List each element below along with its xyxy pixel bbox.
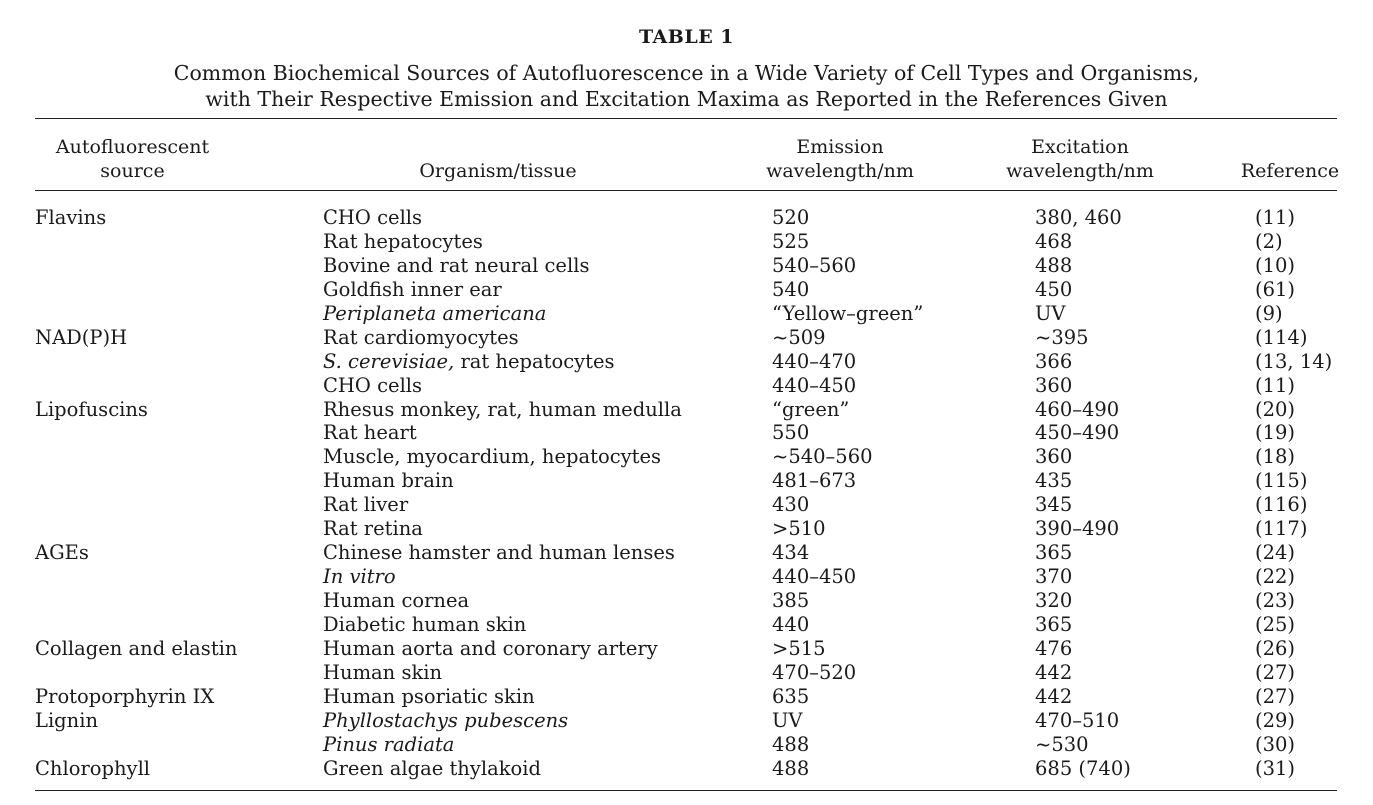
- cell-emission: 520: [772, 206, 810, 229]
- cell-organism: [323, 757, 541, 781]
- cell-organism: [323, 278, 502, 302]
- table-row: [35, 733, 1337, 757]
- cell-emission: ~509: [772, 325, 826, 349]
- cell-reference: (20): [1255, 397, 1296, 421]
- cell-reference: (29): [1255, 708, 1296, 732]
- table-row: [35, 350, 1337, 374]
- cell-excitation: 450–490: [1035, 421, 1120, 445]
- cell-organism: [323, 445, 661, 469]
- caption-line-2: with Their Respective Emission and Excitation Maxima as Reported in the References Given: [205, 87, 1168, 111]
- table-row: [35, 206, 1337, 230]
- cell-excitation: UV: [1035, 301, 1066, 325]
- cell-organism-text: Rat cardiomyocytes: [323, 325, 519, 349]
- cell-organism: [323, 541, 675, 565]
- cell-reference: (31): [1255, 756, 1296, 780]
- cell-organism-text: CHO cells: [323, 373, 423, 397]
- cell-reference: (117): [1255, 517, 1308, 541]
- cell-excitation: 390–490: [1035, 517, 1120, 541]
- top-rule: [35, 118, 1337, 119]
- cell-organism-text: Muscle, myocardium, hepatocytes: [323, 445, 662, 469]
- cell-excitation: 370: [1035, 565, 1073, 589]
- cell-organism: [323, 565, 396, 589]
- cell-emission: 434: [772, 541, 810, 565]
- cell-organism-text: Human cornea: [323, 589, 470, 612]
- cell-emission: 430: [772, 493, 810, 517]
- cell-source: NAD(P)H: [35, 325, 128, 349]
- cell-excitation: 685 (740): [1035, 756, 1131, 780]
- cell-excitation: 468: [1035, 229, 1073, 253]
- cell-organism: [323, 637, 658, 661]
- cell-organism-text: Rat retina: [323, 517, 423, 541]
- table-row: [35, 613, 1337, 637]
- cell-organism: [323, 685, 535, 709]
- cell-organism: [323, 206, 422, 230]
- header-emission-line-2: wavelength/nm: [766, 160, 914, 182]
- cell-organism: [323, 733, 454, 757]
- cell-reference: (116): [1255, 493, 1308, 517]
- cell-organism-italic: In vitro: [323, 565, 396, 589]
- table-row: [35, 254, 1337, 278]
- cell-excitation: 470–510: [1035, 708, 1120, 732]
- cell-source: Lipofuscins: [35, 397, 148, 421]
- cell-excitation: 476: [1035, 636, 1073, 660]
- table-row: [35, 398, 1337, 422]
- cell-emission: 440–450: [772, 565, 857, 589]
- cell-source: AGEs: [35, 541, 89, 565]
- table-row: [35, 541, 1337, 565]
- cell-organism-text: Diabetic human skin: [323, 612, 527, 636]
- cell-emission: 440–450: [772, 373, 857, 397]
- cell-excitation: 320: [1035, 589, 1073, 612]
- cell-organism-text: Human skin: [323, 660, 443, 684]
- header-source-line-2: source: [100, 160, 165, 182]
- cell-emission: 481–673: [772, 469, 857, 493]
- cell-reference: (23): [1255, 589, 1296, 612]
- table-row: [35, 445, 1337, 469]
- table-row: [35, 278, 1337, 302]
- cell-excitation: 488: [1035, 253, 1073, 277]
- cell-emission: 488: [772, 756, 810, 780]
- cell-organism: [323, 374, 422, 398]
- cell-excitation: 365: [1035, 612, 1073, 636]
- cell-reference: (27): [1255, 660, 1296, 684]
- table-body: [35, 206, 1337, 781]
- cell-emission: 540–560: [772, 253, 857, 277]
- header-emission: [755, 135, 925, 183]
- cell-organism-text: Bovine and rat neural cells: [323, 253, 590, 277]
- cell-organism: [323, 398, 682, 422]
- cell-excitation: 442: [1035, 660, 1073, 684]
- cell-source: Chlorophyll: [35, 756, 151, 780]
- cell-organism-text: Human aorta and coronary artery: [323, 636, 658, 660]
- cell-organism: [323, 302, 546, 326]
- table-row: [35, 374, 1337, 398]
- cell-excitation: 450: [1035, 277, 1073, 301]
- cell-organism: [323, 589, 469, 613]
- cell-excitation: 360: [1035, 445, 1073, 469]
- cell-source: Collagen and elastin: [35, 636, 238, 660]
- cell-organism: [323, 661, 442, 685]
- cell-emission: >515: [772, 636, 826, 660]
- table-row: [35, 493, 1337, 517]
- table-title: TABLE 1: [638, 26, 735, 48]
- cell-excitation: 435: [1035, 469, 1073, 493]
- cell-reference: (11): [1255, 206, 1296, 229]
- cell-reference: (61): [1255, 277, 1296, 301]
- header-rule: [35, 190, 1337, 191]
- cell-reference: (19): [1255, 421, 1296, 445]
- cell-organism-text: Rhesus monkey, rat, human medulla: [323, 397, 682, 421]
- cell-emission: 540: [772, 277, 810, 301]
- cell-reference: (30): [1255, 732, 1296, 756]
- cell-reference: (22): [1255, 565, 1296, 589]
- cell-emission: 525: [772, 229, 810, 253]
- cell-emission: “green”: [772, 397, 850, 421]
- header-source: [35, 135, 230, 183]
- cell-organism: [323, 517, 423, 541]
- cell-organism-text: Rat liver: [323, 493, 409, 517]
- cell-emission: 470–520: [772, 660, 857, 684]
- table-row: [35, 685, 1337, 709]
- cell-organism-italic: Phyllostachys pubescens: [323, 708, 569, 732]
- cell-reference: (115): [1255, 469, 1308, 493]
- cell-emission: 440: [772, 612, 810, 636]
- cell-source: Protoporphyrin IX: [35, 684, 215, 708]
- header-excitation: [990, 135, 1170, 183]
- cell-reference: (18): [1255, 445, 1296, 469]
- cell-reference: (13, 14): [1255, 349, 1333, 373]
- cell-organism: [323, 469, 454, 493]
- cell-excitation: 365: [1035, 541, 1073, 565]
- cell-organism-text: Green algae thylakoid: [323, 756, 541, 780]
- cell-organism: [323, 350, 615, 374]
- cell-organism-text: CHO cells: [323, 206, 423, 229]
- cell-excitation: ~530: [1035, 732, 1089, 756]
- cell-excitation: ~395: [1035, 325, 1089, 349]
- cell-reference: (27): [1255, 684, 1296, 708]
- cell-emission: 385: [772, 589, 810, 612]
- cell-emission: 440–470: [772, 349, 857, 373]
- table-row: [35, 230, 1337, 254]
- table-row: [35, 517, 1337, 541]
- table-row: [35, 302, 1337, 326]
- cell-organism: [323, 254, 589, 278]
- cell-excitation: 460–490: [1035, 397, 1120, 421]
- header-emission-line-1: Emission: [796, 136, 884, 158]
- cell-excitation: 345: [1035, 493, 1073, 517]
- cell-excitation: 360: [1035, 373, 1073, 397]
- cell-organism: [323, 230, 483, 254]
- cell-reference: (2): [1255, 229, 1283, 253]
- cell-source: Lignin: [35, 708, 99, 732]
- cell-excitation: 366: [1035, 349, 1073, 373]
- cell-organism-text: Rat hepatocytes: [323, 229, 483, 253]
- cell-reference: (9): [1255, 301, 1283, 325]
- table-row: [35, 565, 1337, 589]
- cell-source: Flavins: [35, 206, 107, 229]
- table-row: [35, 326, 1337, 350]
- table-row: [35, 757, 1337, 781]
- cell-organism-text: Human psoriatic skin: [323, 684, 535, 708]
- cell-emission: 550: [772, 421, 810, 445]
- table-row: [35, 709, 1337, 733]
- cell-organism-italic: S. cerevisiae,: [323, 349, 455, 373]
- header-source-line-1: Autofluorescent: [55, 136, 210, 158]
- cell-organism: [323, 613, 526, 637]
- cell-reference: (10): [1255, 253, 1296, 277]
- cell-emission: >510: [772, 517, 826, 541]
- cell-organism-text: Rat heart: [323, 421, 417, 445]
- cell-emission: “Yellow–green”: [772, 301, 924, 325]
- cell-organism-italic: Pinus radiata: [323, 732, 455, 756]
- table-row: [35, 637, 1337, 661]
- cell-reference: (26): [1255, 636, 1296, 660]
- header-organism: Organism/tissue: [419, 160, 577, 182]
- cell-emission: UV: [772, 708, 803, 732]
- table-row: [35, 421, 1337, 445]
- cell-organism-text: rat hepatocytes: [454, 349, 615, 373]
- cell-organism-text: Human brain: [323, 469, 454, 493]
- cell-organism-text: Chinese hamster and human lenses: [323, 541, 675, 565]
- cell-organism-text: Goldfish inner ear: [323, 277, 502, 301]
- cell-reference: (114): [1255, 325, 1308, 349]
- header-reference: Reference: [1240, 160, 1340, 182]
- cell-reference: (25): [1255, 612, 1296, 636]
- cell-organism-italic: Periplaneta americana: [323, 301, 547, 325]
- table-row: [35, 661, 1337, 685]
- cell-organism: [323, 326, 519, 350]
- cell-excitation: 442: [1035, 684, 1073, 708]
- cell-organism: [323, 709, 568, 733]
- cell-reference: (11): [1255, 373, 1296, 397]
- bottom-rule: [35, 790, 1337, 791]
- cell-emission: ~540–560: [772, 445, 873, 469]
- table-caption: [0, 60, 1373, 112]
- header-excitation-line-1: Excitation: [1031, 136, 1129, 158]
- caption-line-1: Common Biochemical Sources of Autofluorescence in a Wide Variety of Cell Types and Organisms,: [173, 61, 1200, 85]
- cell-organism: [323, 493, 408, 517]
- cell-excitation: 380, 460: [1035, 206, 1122, 229]
- cell-reference: (24): [1255, 541, 1296, 565]
- cell-organism: [323, 421, 417, 445]
- header-excitation-line-2: wavelength/nm: [1006, 160, 1154, 182]
- table-row: [35, 589, 1337, 613]
- cell-emission: 635: [772, 684, 810, 708]
- cell-emission: 488: [772, 732, 810, 756]
- table-row: [35, 469, 1337, 493]
